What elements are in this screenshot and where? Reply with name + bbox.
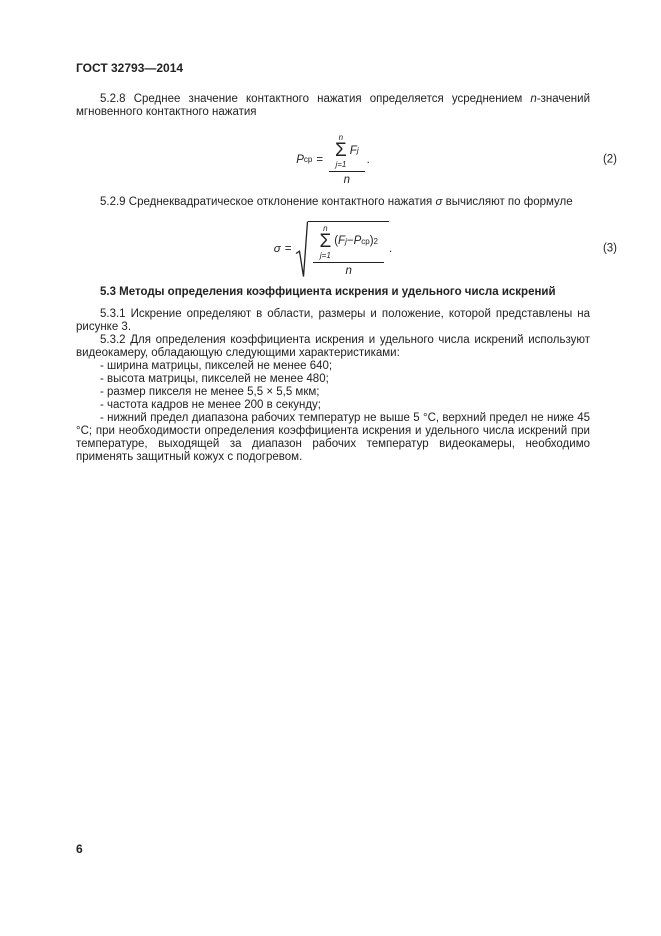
sum-upper-limit: n xyxy=(338,133,344,142)
formula2-denominator: n xyxy=(343,174,351,186)
paragraph-5-2-8 xyxy=(76,93,590,119)
summation-symbol xyxy=(335,133,347,169)
bullet-matrix-height: - высота матрицы, пикселей не менее 480; xyxy=(100,373,329,385)
formula3-period: . xyxy=(389,242,393,255)
formula2-fraction xyxy=(329,133,365,187)
paragraph-5-2-9-text-1: 5.2.9 Среднеквадратическое отклонение контактного нажатия xyxy=(100,196,436,208)
close-paren: ) xyxy=(369,235,374,247)
summation-symbol xyxy=(319,224,331,260)
page-number: 6 xyxy=(76,842,83,856)
sum-upper-limit: n xyxy=(323,223,328,233)
formula2-term: F xyxy=(349,144,357,157)
formula3-fraction xyxy=(313,224,384,278)
sigma-symbol: σ xyxy=(435,196,443,208)
equation-2-number: (2) xyxy=(602,153,617,166)
sum-lower-limit: j=1 xyxy=(335,160,347,169)
formula3-equals: = xyxy=(284,242,292,255)
paragraph-5-3-2: 5.3.2 Для определения коэффициента искрения и удельного числа искрений используют видеокамеру, обладающую следующими характеристиками: xyxy=(76,334,590,359)
radicand xyxy=(308,221,389,278)
bullet-temperature-range: - нижний предел диапазона рабочих температур не выше 5 °С, верхний предел не ниже 45 °С; при необходимости определения коэффициента искрения и удельного числа искрений при температуре, выходящей за диапазон рабочих температур видеокамеры, необходимо применять защитный кожух с подогревом. xyxy=(76,412,590,463)
paragraph-5-2-9-text-2: вычисляют по формуле xyxy=(442,196,573,208)
equation-3-body xyxy=(274,221,392,278)
paragraph-5-2-8-text-2: -значений мгновенного контактного нажатия xyxy=(76,93,590,118)
bullet-matrix-width: - ширина матрицы, пикселей не менее 640; xyxy=(100,360,333,372)
paragraph-5-3-1: 5.3.1 Искрение определяют в области, размеры и положение, которой представлены на рисунке 3. xyxy=(76,308,590,333)
formula2-equals: = xyxy=(316,153,324,166)
paragraph-5-2-8-text-1: 5.2.8 Среднее значение контактного нажатия определяется усреднением xyxy=(100,93,531,105)
formula3-f-term: F xyxy=(338,235,346,247)
open-paren: ( xyxy=(334,235,339,247)
equation-3 xyxy=(76,215,617,283)
sigma-sum-icon: Σ xyxy=(319,230,332,252)
square-root xyxy=(295,221,389,278)
equation-2 xyxy=(76,129,617,191)
formula2-period: . xyxy=(366,153,370,166)
formula2-lhs: P xyxy=(296,153,304,166)
formula3-numerator: n Σ j=1 ( F j − P ср ) 2 xyxy=(313,224,384,263)
paragraph-5-2-9 xyxy=(76,196,590,209)
bullet-frame-rate: - частота кадров не менее 200 в секунду; xyxy=(100,399,321,411)
minus-sign: − xyxy=(346,235,354,247)
formula2-numerator: n Σ j=1 F j xyxy=(329,133,365,172)
italic-n-symbol: n xyxy=(530,93,537,105)
sigma-sum-icon: Σ xyxy=(335,140,347,161)
equation-3-number: (3) xyxy=(602,242,617,255)
equation-2-body: P ср = n Σ j=1 F j n . xyxy=(296,133,370,186)
formula3-p-term: P xyxy=(353,235,362,247)
sum-lower-limit: j=1 xyxy=(319,250,331,260)
formula3-lhs: σ xyxy=(273,242,281,255)
formula3-denominator: n xyxy=(345,264,352,277)
radical-icon xyxy=(295,221,308,278)
document-header: ГОСТ 32793—2014 xyxy=(76,61,184,75)
section-5-3-heading: 5.3 Методы определения коэффициента искрения и удельного числа искрений xyxy=(100,286,556,298)
bullet-pixel-size: - размер пикселя не менее 5,5 × 5,5 мкм; xyxy=(100,386,320,398)
